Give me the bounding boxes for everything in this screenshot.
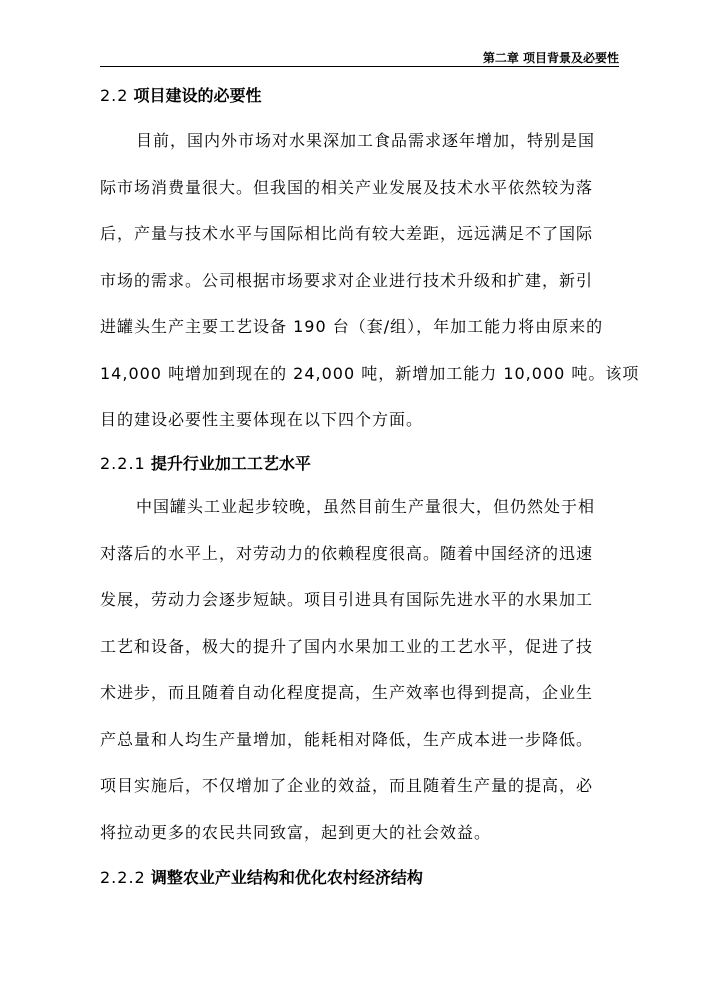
paragraph-line: 目的建设必要性主要体现在以下四个方面。 [100,410,424,429]
paragraph-line: 发展，劳动力会逐步短缺。项目引进具有国际先进水平的水果加工 [100,590,594,609]
paragraph-line: 将拉动更多的农民共同致富，起到更大的社会效益。 [100,822,492,842]
paragraph-line: 14,000 吨增加到现在的 24,000 吨，新增加工能力 10,000 吨。该项 [100,363,640,383]
subsection-heading-2-2-2 [100,868,423,888]
header-divider [100,66,619,67]
paragraph-line: 工艺和设备，极大的提升了国内水果加工业的工艺水平，促进了技 [100,636,594,656]
paragraph-line: 进罐头生产主要工艺设备 190 台（套/组），年加工能力将由原来的 [100,317,604,336]
paragraph-necessity-intro [100,118,640,444]
paragraph-line: 术进步，而且随着自动化程度提高，生产效率也得到提高，企业生 [100,683,594,702]
paragraph-line: 对落后的水平上，对劳动力的依赖程度很高。随着中国经济的迅速 [100,543,594,563]
paragraph-line: 项目实施后，不仅增加了企业的效益，而且随着生产量的提高，必 [100,776,594,795]
paragraph-line: 目前，国内外市场对水果深加工食品需求逐年增加，特别是国 [136,131,596,150]
section-number: 2.2 [100,86,129,105]
paragraph-line: 中国罐头工业起步较晚，虽然目前生产量很大，但仍然处于相 [136,497,596,516]
section-title: 项目建设的必要性 [133,86,262,105]
subsection-number: 2.2.2 [100,868,146,887]
subsection-title: 调整农业产业结构和优化农村经济结构 [150,868,423,887]
paragraph-process-level [100,484,619,856]
chapter-title: 第二章 项目背景及必要性 [482,51,619,65]
paragraph-line: 产总量和人均生产量增加，能耗相对降低，生产成本进一步降低。 [100,729,594,749]
running-header [100,51,619,65]
section-heading-2-2 [100,86,262,106]
subsection-heading-2-2-1 [100,454,311,474]
paragraph-line: 市场的需求。公司根据市场要求对企业进行技术升级和扩建，新引 [100,270,594,290]
paragraph-line: 际市场消费量很大。但我国的相关产业发展及技术水平依然较为落 [100,177,594,197]
subsection-title: 提升行业加工工艺水平 [150,454,311,473]
subsection-number: 2.2.1 [100,454,146,473]
paragraph-line: 后，产量与技术水平与国际相比尚有较大差距，远远满足不了国际 [100,224,594,243]
